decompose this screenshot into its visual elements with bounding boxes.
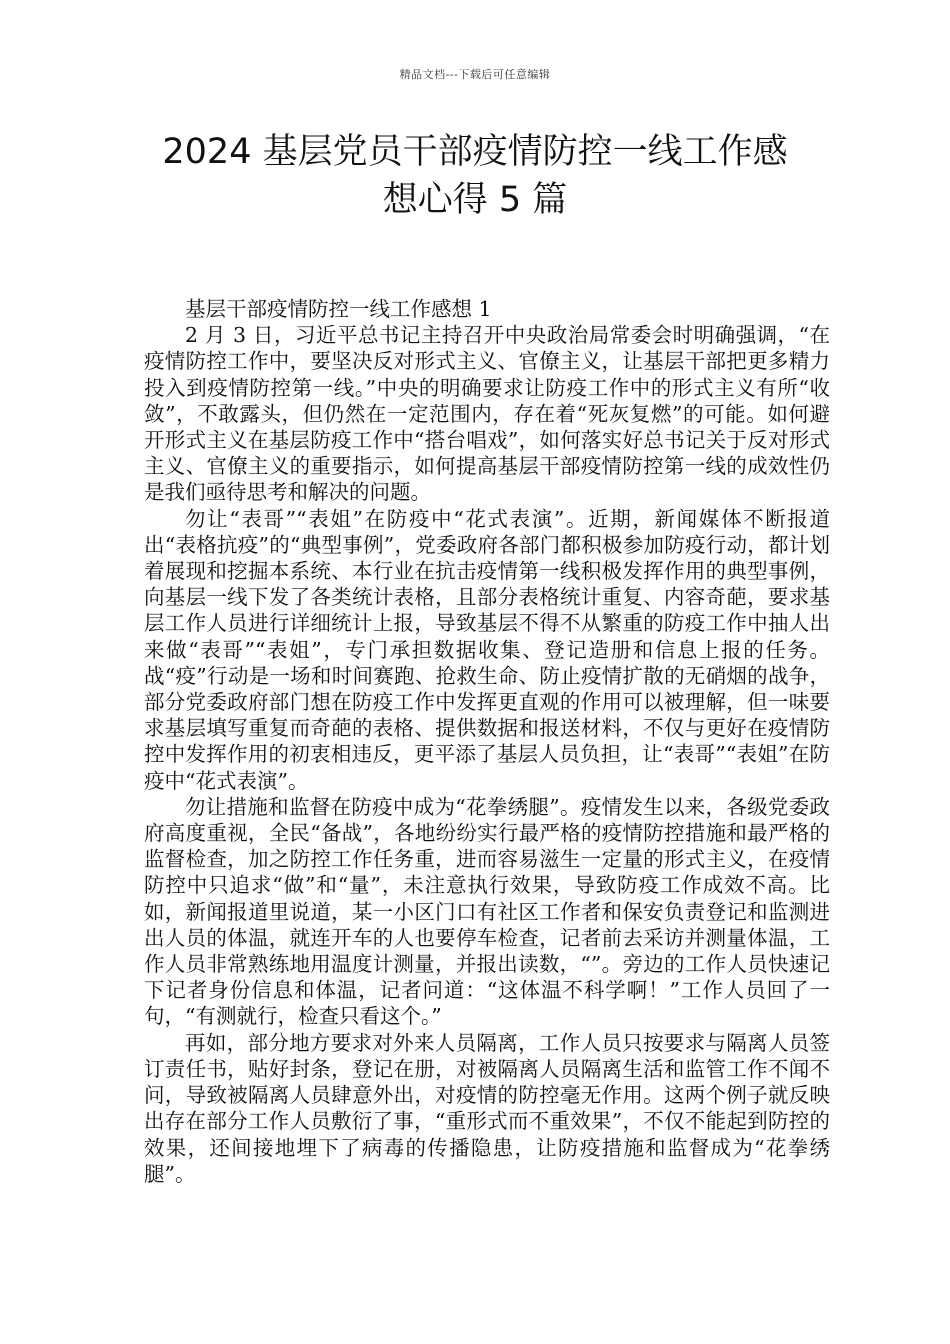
paragraph: 2 月 3 日，习近平总书记主持召开中央政治局常委会时明确强调，“在疫情防控工作中，要坚决反对形式主义、官僚主义，让基层干部把更多精力投入到疫情防控第一线。”中央的明确要求让防疫工作中的形式主义有所“收敛”，不敢露头，但仍然在一定范围内，存在着“死灰复燃”的可能。如何避开形式主义在基层防疫工作中“搭台唱戏”，如何落实好总书记关于反对形式主义、官僚主义的重要指示，如何提高基层干部疫情防控第一线的成效性仍是我们亟待思考和解决的问题。: [144, 323, 830, 505]
document-body: [144, 296, 830, 1187]
paragraph: 勿让“表哥”“表姐”在防疫中“花式表演”。近期，新闻媒体不断报道出“表格抗疫”的“典型事例”，党委政府各部门都积极参加防疫行动，都计划着展现和挖掘本系统、本行业在抗击疫情第一线积极发挥作用的典型事例，向基层一线下发了各类统计表格，且部分表格统计重复、内容奇葩，要求基层工作人员进行详细统计上报，导致基层不得不从繁重的防疫工作中抽人出来做“表哥”“表姐”，专门承担数据收集、登记造册和信息上报的任务。战“疫”行动是一场和时间赛跑、抢救生命、防止疫情扩散的无硝烟的战争，部分党委政府部门想在防疫工作中发挥更直观的作用可以被理解，但一味要求基层填写重复而奇葩的表格、提供数据和报送材料，不仅与更好在疫情防控中发挥作用的初衷相违反，更平添了基层人员负担，让“表哥”“表姐”在防疫中“花式表演”。: [144, 506, 830, 793]
title-line-1: 2024 基层党员干部疫情防控一线工作感: [162, 132, 788, 172]
paragraph: 勿让措施和监督在防疫中成为“花拳绣腿”。疫情发生以来，各级党委政府高度重视，全民“备战”，各地纷纷实行最严格的疫情防控措施和最严格的监督检查，加之防控工作任务重，进而容易滋生一定量的形式主义，在疫情防控中只追求“做”和“量”，未注意执行效果，导致防疫工作成效不高。比如，新闻报道里说道，某一小区门口有社区工作者和保安负责登记和监测进出人员的体温，就连开车的人也要停车检查，记者前去采访并测量体温，工作人员非常熟练地用温度计测量，并报出读数，“”。旁边的工作人员快速记下记者身份信息和体温，记者问道：“这体温不科学啊！”工作人员回了一句，“有测就行，检查只看这个。”: [144, 794, 830, 1029]
title-line-2: 想心得 5 篇: [382, 180, 568, 220]
document-title: [120, 128, 830, 224]
paragraph: 再如，部分地方要求对外来人员隔离，工作人员只按要求与隔离人员签订责任书，贴好封条，登记在册，对被隔离人员隔离生活和监管工作不闻不问，导致被隔离人员肆意外出，对疫情的防控毫无作用。这两个例子就反映出存在部分工作人员敷衍了事，“重形式而不重效果”，不仅不能起到防控的效果，还间接地埋下了病毒的传播隐患，让防疫措施和监督成为“花拳绣腿”。: [144, 1030, 830, 1186]
section-heading: 基层干部疫情防控一线工作感想 1: [185, 297, 492, 321]
header-note: 精品文档---下载后可任意编辑: [399, 68, 551, 81]
